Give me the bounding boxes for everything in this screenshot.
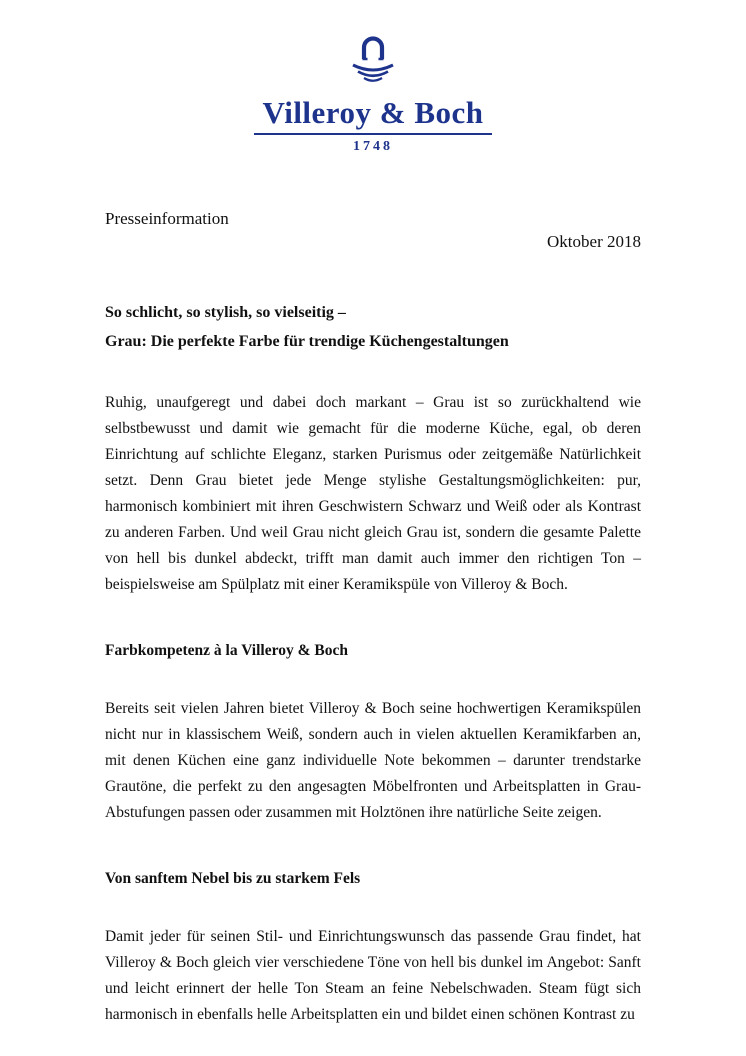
section-paragraph-nebel-fels: Damit jeder für seinen Stil- und Einrichtungswunsch das passende Grau findet, hat Villeroy & Boch gleich vier verschiedene Töne von hell bis dunkel im Angebot: Sanft und leicht erinnert der helle Ton Steam an feine Nebelschwaden. Steam fügt sich harmonisch in ebenfalls helle Arbeitsplatten ein und bildet einen schönen Kontrast zu [105,927,641,1023]
document-body [0,209,746,1028]
document-date: Oktober 2018 [547,231,641,251]
document-type-label: Presseinformation [105,208,229,228]
section-heading-nebel-fels: Von sanftem Nebel bis zu starkem Fels [105,869,361,887]
section-heading-farbkompetenz: Farbkompetenz à la Villeroy & Boch [105,641,348,659]
section-paragraph-farbkompetenz: Bereits seit vielen Jahren bietet Villeroy & Boch seine hochwertigen Keramikspülen nicht nur in klassischem Weiß, sondern auch in vielen aktuellen Keramikfarben an, mit denen Küchen eine ganz individuelle Note bekommen – darunter trendstarke Grautöne, die perfekt zu den angesagten Möbelfronten und Arbeitsplatten in Grau-Abstufungen passen oder zusammen mit Holztönen ihre natürliche Seite zeigen. [105,699,641,821]
brand-founding-year: 1748 [353,138,393,154]
document-title [105,298,641,356]
brand-wordmark: Villeroy & Boch [254,97,491,135]
title-line-2: Grau: Die perfekte Farbe für trendige Küchengestaltungen [105,332,509,350]
arch-over-waves-icon [0,34,746,93]
title-line-1: So schlicht, so stylish, so vielseitig – [105,303,346,321]
intro-paragraph: Ruhig, unaufgeregt und dabei doch markant – Grau ist so zurückhaltend wie selbstbewusst und damit wie gemacht für die moderne Küche, egal, ob deren Einrichtung auf schlichte Eleganz, starken Purismus oder zeitgemäße Natürlichkeit setzt. Denn Grau bietet jede Menge stylishe Gestaltungsmöglichkeiten: pur, harmonisch kombiniert mit ihren Geschwistern Schwarz und Weiß oder als Kontrast zu anderen Farben. Und weil Grau nicht gleich Grau ist, sondern die gesamte Palette von hell bis dunkel abdeckt, trifft man damit auch immer den richtigen Ton – beispielsweise am Spülplatz mit einer Keramikspüle von Villeroy & Boch. [105,393,641,593]
company-logo [0,0,746,155]
